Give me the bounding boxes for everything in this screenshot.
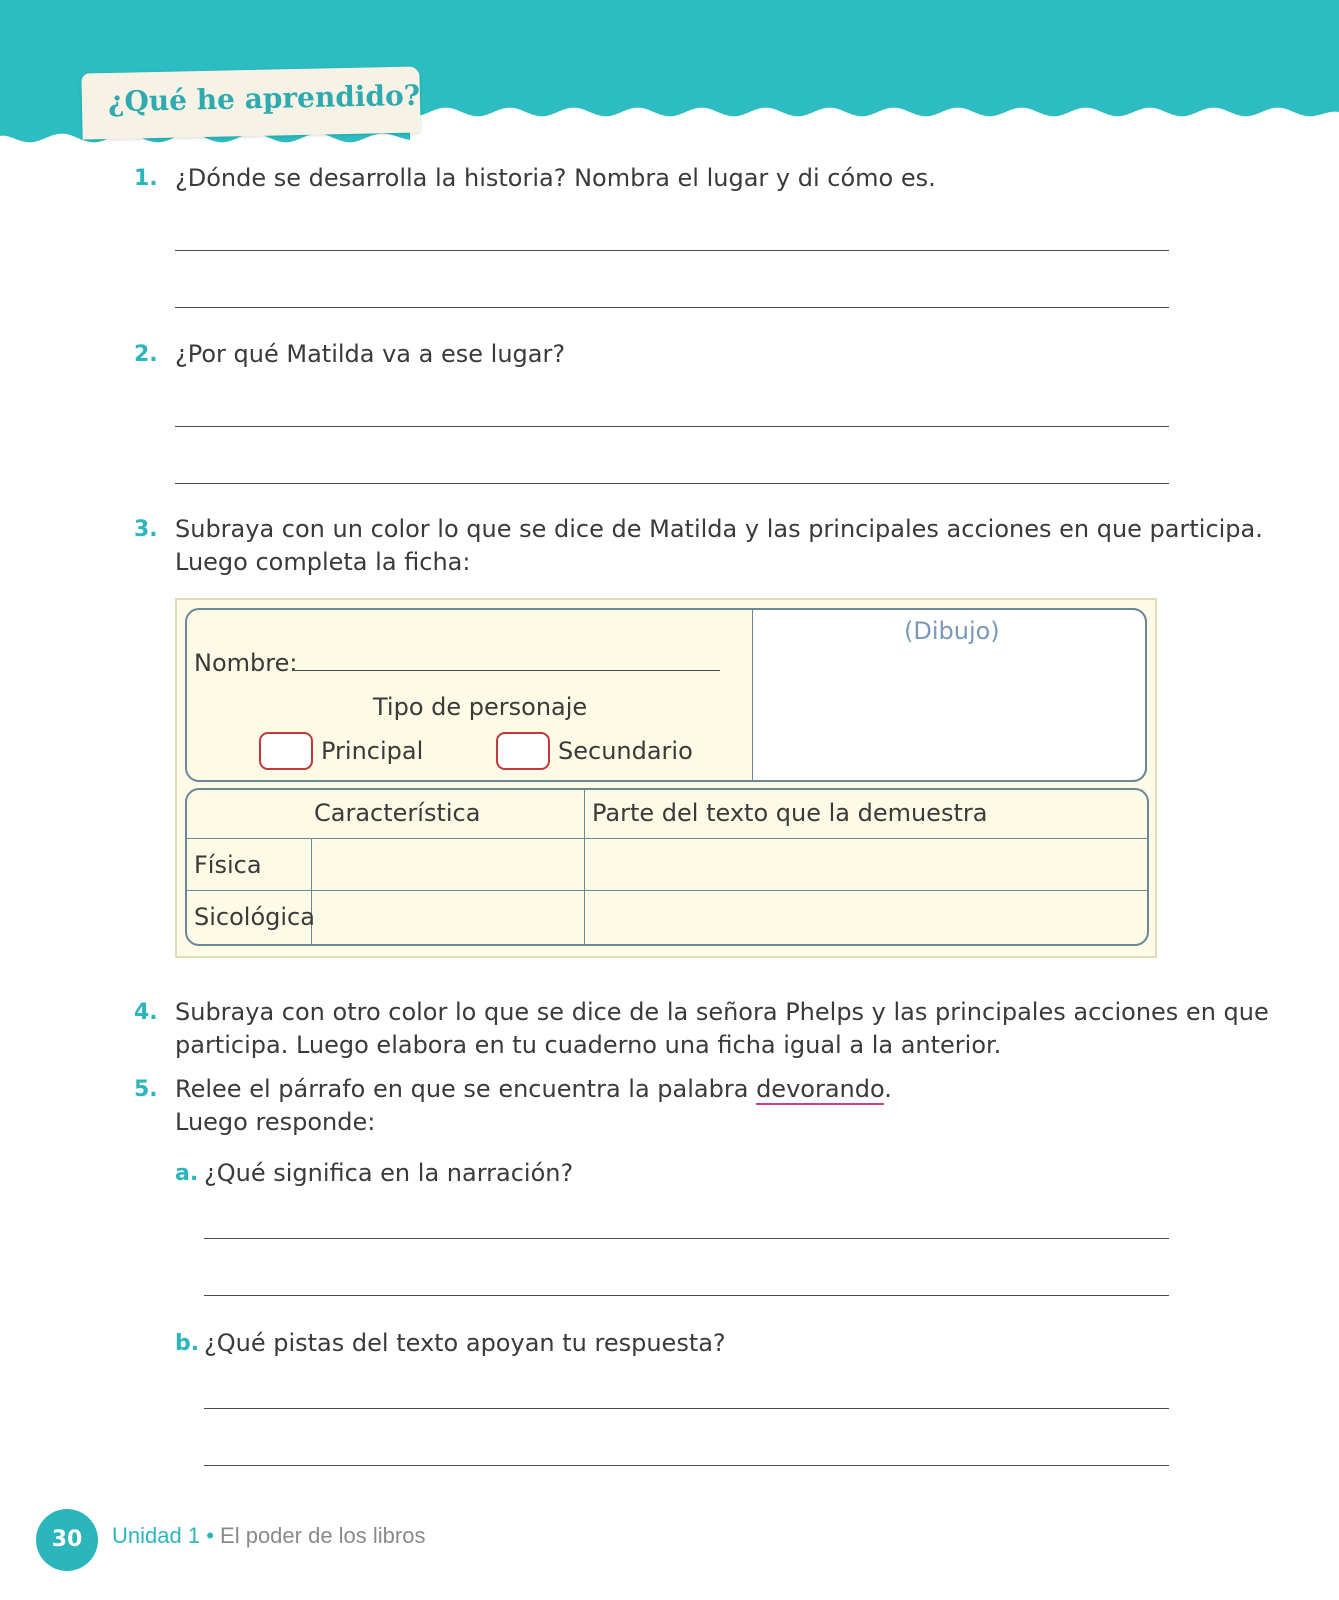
question-5-text-line2: Luego responde: (175, 1108, 376, 1136)
answer-line[interactable] (204, 1295, 1169, 1296)
subquestion-a-letter: a. (175, 1161, 199, 1186)
subquestion-b-letter: b. (175, 1331, 200, 1356)
page-number: 30 (36, 1509, 98, 1571)
separator-dot: • (206, 1523, 214, 1548)
table-header-characteristic: Característica (314, 799, 481, 827)
answer-line[interactable] (175, 250, 1169, 251)
footer-unit-line (112, 1523, 425, 1549)
question-4-number: 4. (134, 1000, 158, 1025)
table-header-evidence: Parte del texto que la demuestra (592, 799, 988, 827)
answer-line[interactable] (175, 307, 1169, 308)
table-divider (584, 790, 585, 944)
answer-line[interactable] (204, 1238, 1169, 1239)
question-5-period: . (884, 1075, 892, 1103)
subquestion-b-text: ¿Qué pistas del texto apoyan tu respuesta? (204, 1329, 726, 1357)
question-2-text: ¿Por qué Matilda va a ese lugar? (175, 340, 566, 368)
question-4-text-line2: participa. Luego elabora en tu cuaderno una ficha igual a la anterior. (175, 1031, 1002, 1059)
drawing-label: (Dibujo) (904, 617, 1000, 645)
question-1-number: 1. (134, 166, 158, 191)
question-3-text-line2: Luego completa la ficha: (175, 548, 471, 576)
question-4-text-line1: Subraya con otro color lo que se dice de la señora Phelps y las principales acciones en que (175, 998, 1269, 1026)
underlined-word: devorando (756, 1075, 885, 1103)
principal-checkbox[interactable] (259, 732, 313, 770)
name-label: Nombre: (194, 649, 298, 677)
table-row-label-sicologica: Sicológica (194, 903, 315, 931)
principal-label: Principal (321, 737, 424, 765)
secundario-checkbox[interactable] (496, 732, 550, 770)
question-3-text-line1: Subraya con un color lo que se dice de Matilda y las principales acciones en que participa. (175, 515, 1263, 543)
page-title: ¿Qué he aprendido? (107, 78, 421, 119)
question-3-number: 3. (134, 517, 158, 542)
table-divider (187, 890, 1147, 891)
secundario-label: Secundario (558, 737, 693, 765)
table-divider (187, 838, 1147, 839)
question-5-text-line1 (175, 1073, 892, 1106)
name-input-line[interactable] (292, 670, 720, 671)
answer-line[interactable] (175, 483, 1169, 484)
character-type-label: Tipo de personaje (373, 693, 588, 721)
question-1-text: ¿Dónde se desarrolla la historia? Nombra el lugar y di cómo es. (175, 164, 936, 192)
unit-topic: El poder de los libros (220, 1523, 426, 1548)
answer-line[interactable] (175, 426, 1169, 427)
question-5-number: 5. (134, 1077, 158, 1102)
subquestion-a-text: ¿Qué significa en la narración? (204, 1159, 574, 1187)
unit-label: Unidad 1 (112, 1523, 201, 1548)
question-5-text: Relee el párrafo en que se encuentra la palabra (175, 1075, 757, 1103)
table-row-label-fisica: Física (194, 851, 262, 879)
question-2-number: 2. (134, 342, 158, 367)
answer-line[interactable] (204, 1408, 1169, 1409)
answer-line[interactable] (204, 1465, 1169, 1466)
